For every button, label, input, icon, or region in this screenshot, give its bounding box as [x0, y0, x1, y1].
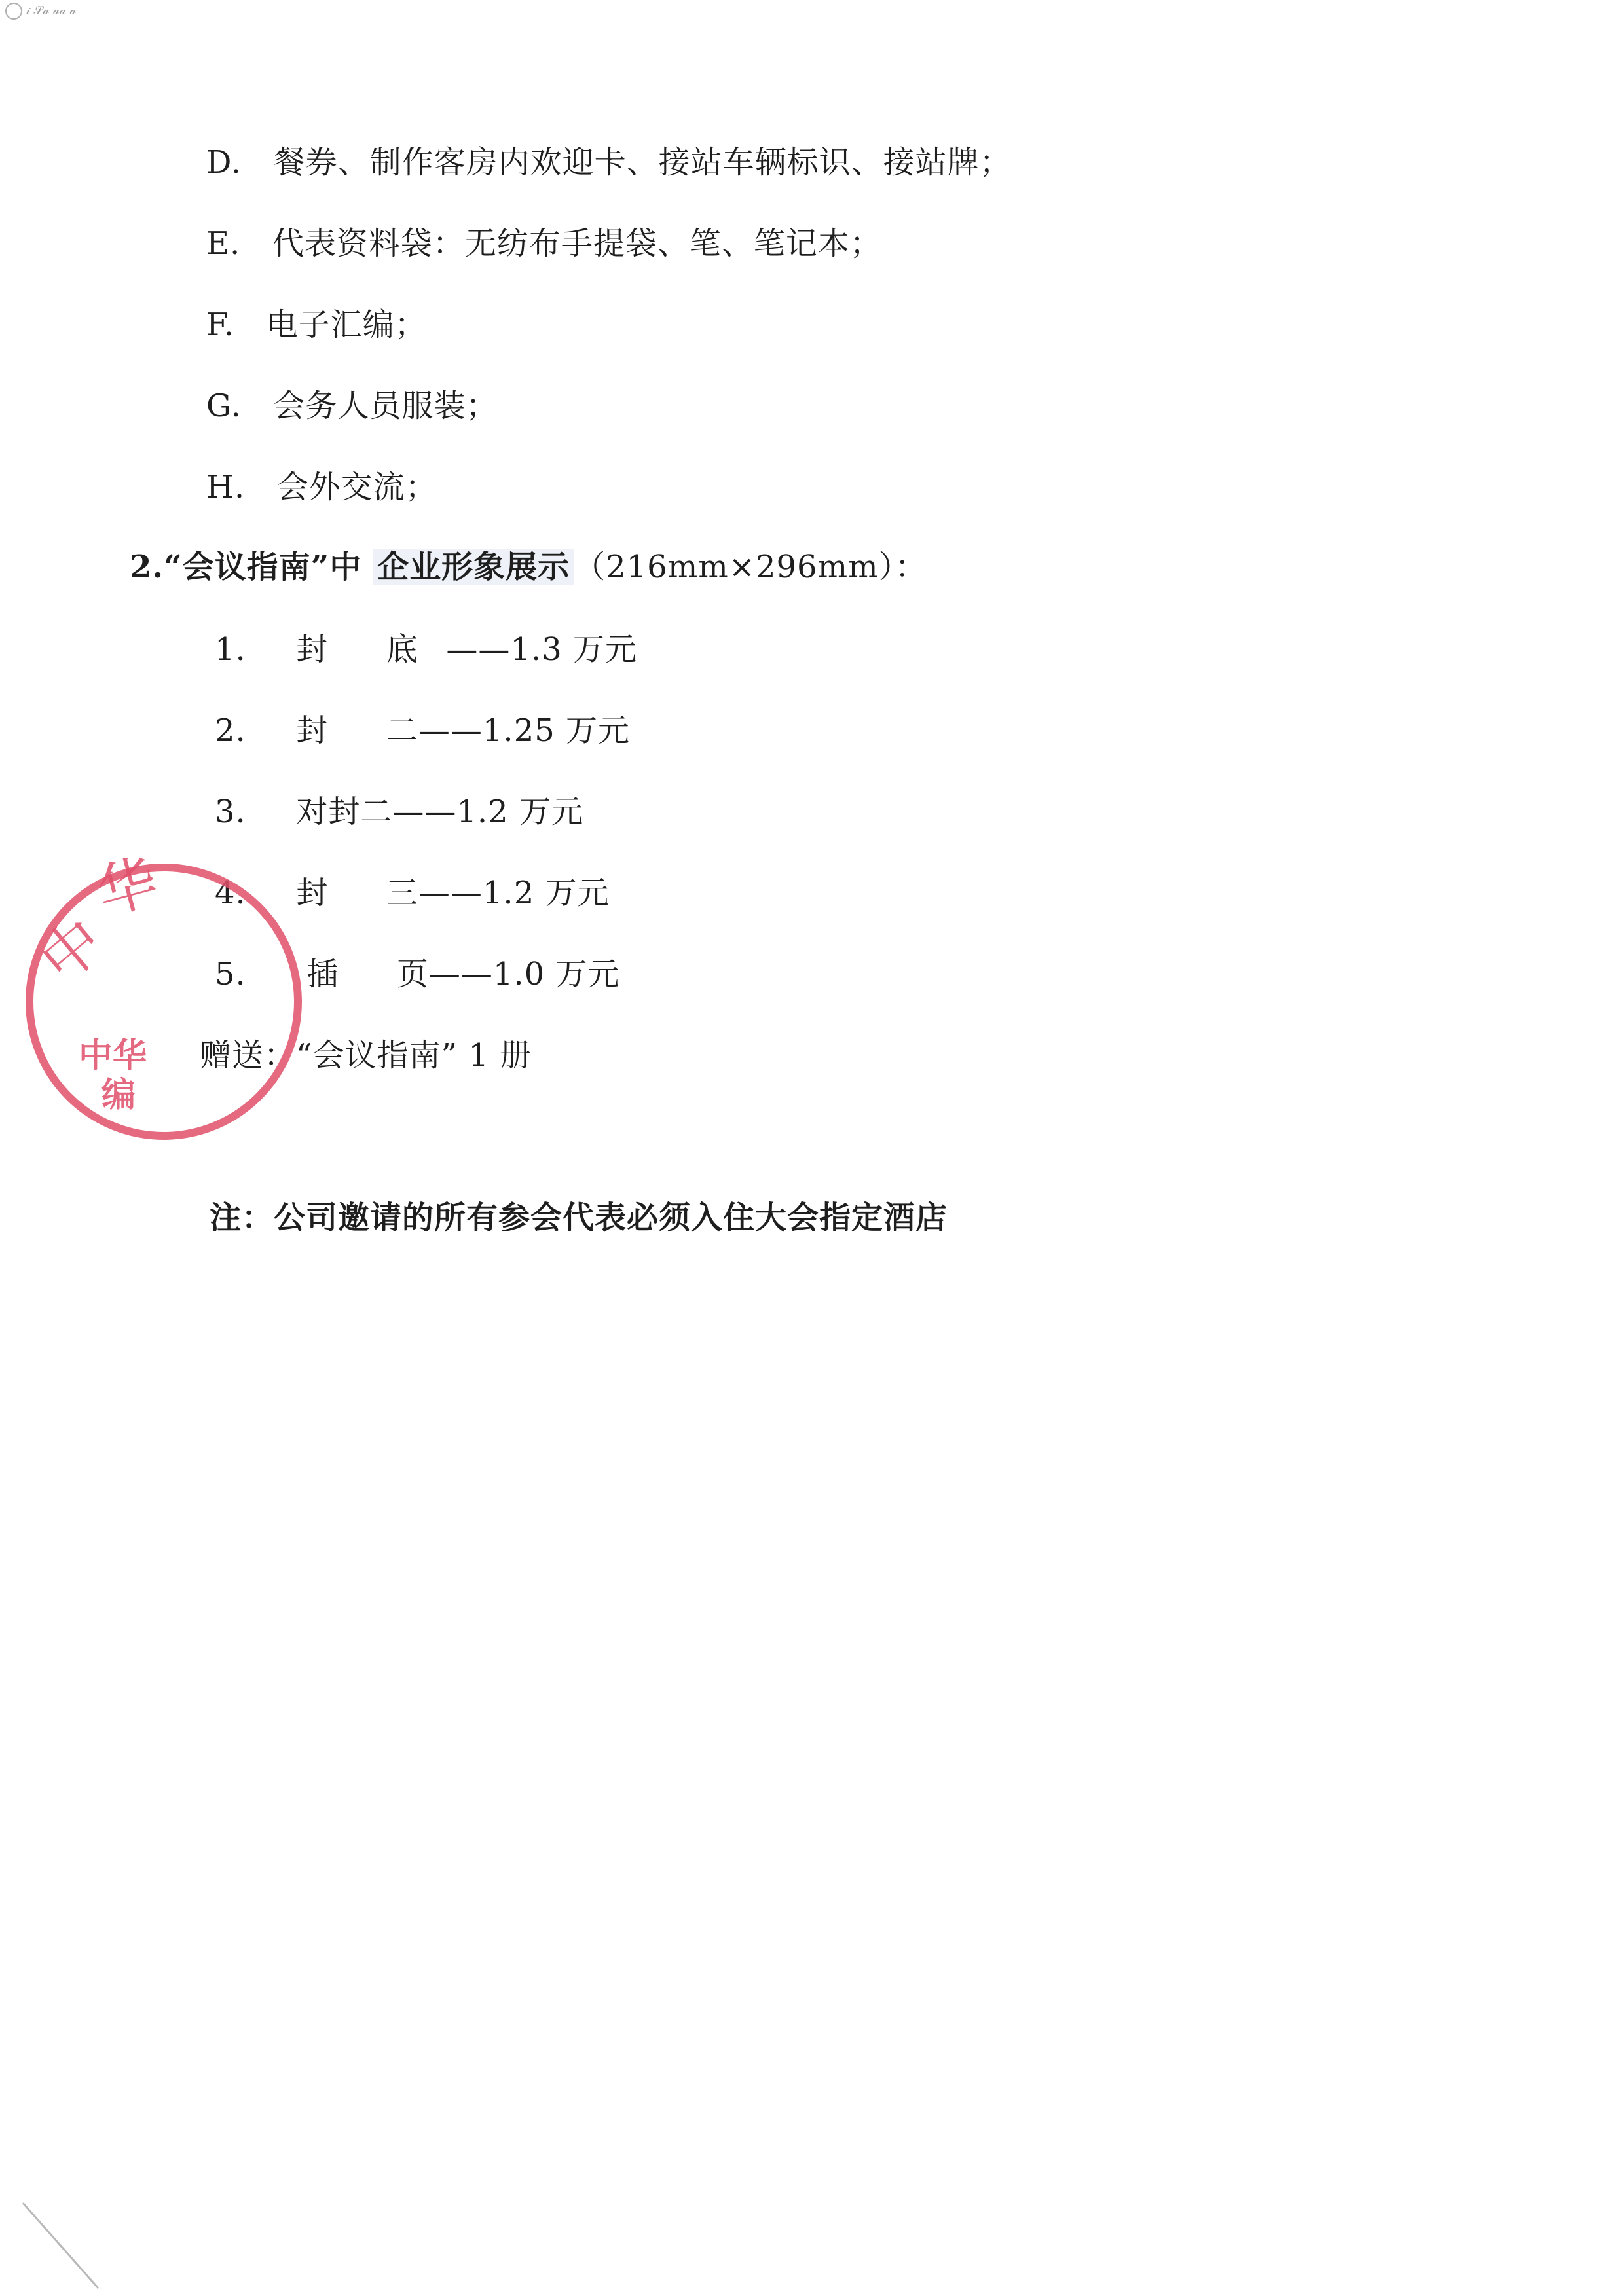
- price-name-a: 封: [296, 631, 329, 668]
- price-num: 3.: [215, 793, 246, 830]
- scan-artifact-line: [20, 2200, 111, 2291]
- svg-text:中华: 中华: [79, 1036, 147, 1076]
- section-number: 2.: [130, 549, 164, 585]
- price-name-b: 三: [386, 875, 418, 911]
- price-item-3: [215, 792, 583, 831]
- price-name-a: 封: [296, 712, 329, 749]
- price-name-a: 封: [296, 875, 329, 911]
- watermark-text: 𝒾 𝒮𝒶 𝒶𝒶 𝒶: [26, 4, 77, 18]
- price-value: ——1.2 万元: [392, 793, 583, 830]
- watermark-circle-icon: [5, 3, 22, 20]
- item-prefix: G.: [206, 388, 242, 424]
- list-item-h: [206, 467, 437, 507]
- list-item-d: [206, 143, 1012, 182]
- item-text: 会外交流；: [276, 469, 437, 505]
- price-name-a: 对封二: [296, 793, 393, 830]
- price-item-5: [215, 955, 620, 994]
- item-prefix: F.: [206, 306, 235, 343]
- price-name-b: 二: [386, 712, 418, 749]
- price-num: 1.: [215, 631, 246, 668]
- price-item-4: [215, 873, 610, 913]
- svg-text:编: 编: [101, 1076, 136, 1115]
- item-text: 代表资料袋：无纺布手提袋、笔、笔记本；: [272, 225, 882, 262]
- gift-text: 赠送：“会议指南” 1 册: [200, 1037, 532, 1074]
- seal-graphic: [0, 838, 165, 1165]
- item-prefix: H.: [206, 469, 246, 505]
- price-value: ——1.0 万元: [428, 956, 620, 993]
- list-item-e: [206, 224, 882, 263]
- scan-watermark: [5, 3, 76, 20]
- note-line: [210, 1198, 948, 1237]
- item-text: 餐券、制作客房内欢迎卡、接站车辆标识、接站牌；: [273, 144, 1012, 181]
- price-value: ——1.3 万元: [446, 631, 638, 668]
- note-text: 注：公司邀请的所有参会代表必须入住大会指定酒店: [210, 1199, 948, 1236]
- section-title-quote: “会议指南”中: [164, 549, 362, 585]
- section-title-highlight: 企业形象展示: [373, 549, 574, 585]
- section-title-size: （216mm×296mm）：: [574, 549, 927, 585]
- price-name-b: 页: [396, 956, 429, 993]
- price-value: ——1.2 万元: [418, 875, 610, 911]
- price-name-a: 插: [306, 956, 339, 993]
- price-name-b: 底: [386, 631, 418, 668]
- price-value: ——1.25 万元: [418, 712, 631, 749]
- svg-text:华: 华: [90, 847, 165, 928]
- svg-text:中: 中: [28, 905, 117, 996]
- item-text: 会务人员服装；: [273, 388, 498, 424]
- price-num: 4.: [215, 875, 246, 911]
- price-item-2: [215, 711, 630, 750]
- price-num: 2.: [215, 712, 246, 749]
- price-num: 5.: [215, 956, 246, 993]
- price-item-1: [215, 630, 637, 669]
- section-heading: [130, 547, 927, 587]
- list-item-f: [206, 305, 427, 344]
- item-text: 电子汇编；: [266, 306, 427, 343]
- item-prefix: E.: [206, 225, 241, 262]
- list-item-g: [206, 386, 498, 426]
- company-seal-stamp: [0, 838, 165, 1165]
- item-prefix: D.: [206, 144, 242, 181]
- gift-line: [200, 1036, 532, 1075]
